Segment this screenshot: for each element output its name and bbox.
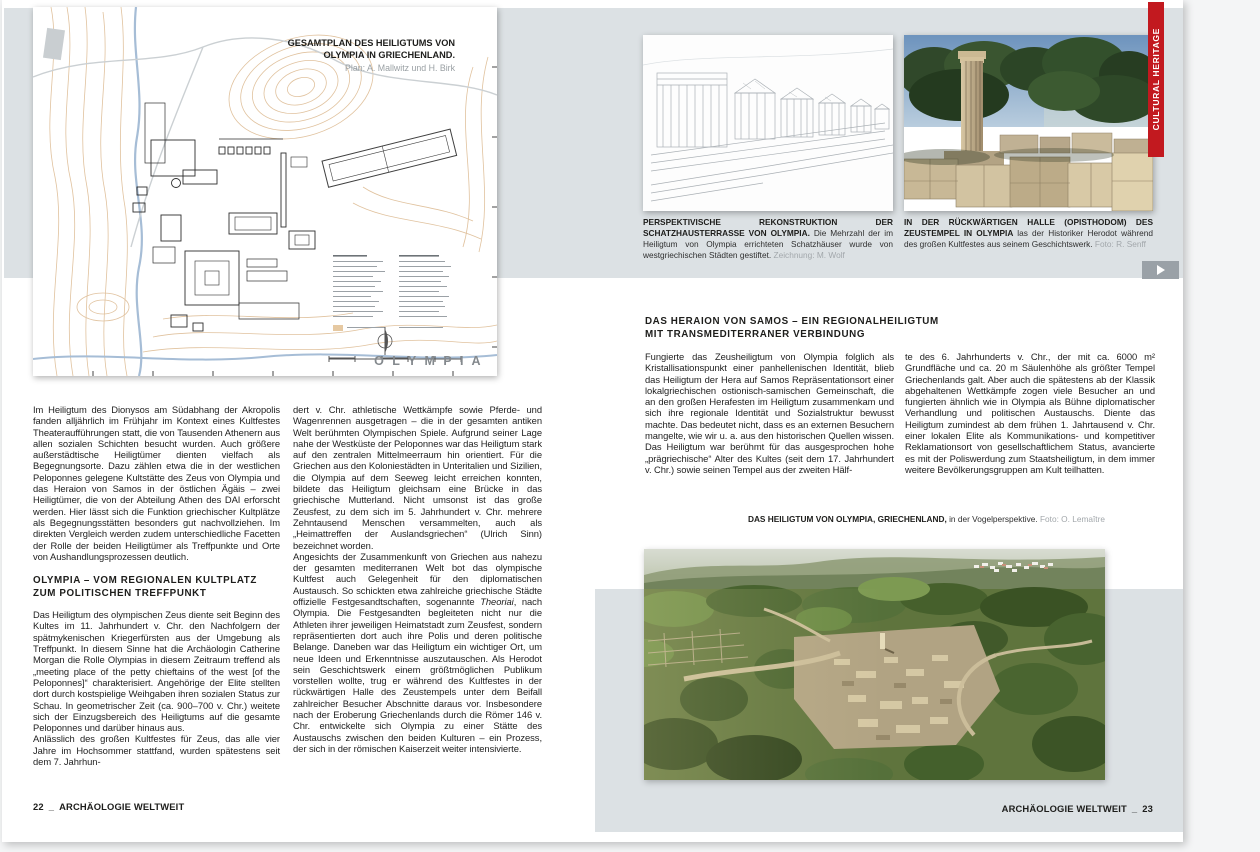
reconstruction-caption-text: Die Mehrzahl der im Heiligtum von Olympia errichteten Schatzhäuser wurde von westgriechischen Städten gestiftet. [643,227,893,260]
section-tab-label: CULTURAL HERITAGE [1151,28,1161,131]
right-page-column-2 [905,351,1155,475]
body-paragraph: Fungierte das Zeusheiligtum von Olympia folglich als Kristallisationspunkt einer panhellenischen Identität, blieb das Heiligtum der Hera auf Samos Repräsentationsort einer lokalgriechischen ostionisch-samischen Gemeinschaft, die an den großen Herafesten im Heiligtum zusammenkam und sich ihre regionale Identität und Sozialstruktur bewusst machte. Das bedeutet nicht, dass es an externen Besuchern mangelte, wie wir u. a. aus den historischen Quellen wissen. Das Heiligtum war berühmt für das ausgesprochen hohe „prägriechische“ Alter des Kultes (seit dem 17. Jahrhundert v. Chr.) sowie seinen Tempel aus der zweiten Hälf- [645,351,894,475]
right-page-column-1 [645,351,894,475]
aerial-figure [644,549,1105,780]
aerial-credit: Foto: O. Lemaître [1039,514,1105,524]
reconstruction-caption-bold: PERSPEKTIVISCHE REKONSTRUKTION DER SCHATZHAUSTERRASSE VON OLYMPIA. [643,217,893,238]
left-page-number: 22 [33,801,44,812]
body-paragraph: Angesichts der Zusammenkunft von Griechen aus nahezu der gesamten mediterranen Welt bot das olympische Kultfest auch Gelegenheit für den diplomatischen Austausch. So schickten etwa zahlreiche griechische Städte offizielle Festgesandtschaften, sogenannte Theoriai, nach Olympia. Die Festgesandten begleiteten nicht nur die Athleten ihrer jeweiligen Heimatstadt zum Zeusfest, sondern repräsentierten dort auch ihre Polis und deren politische Belange. Daneben war das Heiligtum ein wichtiger Ort, um neue Ideen und Erkenntnisse auszutauschen. Als Herodot sein Geschichtswerk einem größtmöglichen Publikum vorstellen wollte, trug er während des Kultfestes in der rückwärtigen Halle des Zeustempels unter dem Beifall zahlreicher Besucher Abschnitte daraus vor. Insbesondere nach der Eroberung Griechenlands durch die Römer 146 v. Chr. entwickelte sich Olympia zu einer Stätte des Austauschs zwischen den beiden Kulturen – ein Prozess, der sich in der römischen Kaiserzeit weiter intensivierte. [293,550,542,754]
right-footer-title: ARCHÄOLOGIE WELTWEIT [1001,803,1127,814]
temple-caption-text: las der Historiker Herodot während des großen Kultfestes aus seinem Geschichtswerk. [904,227,1153,249]
map-caption [215,37,455,74]
theoriai-italic: Theoriai [480,596,514,608]
right-footer: ARCHÄOLOGIE WELTWEIT _ 23 [1001,803,1153,814]
temple-credit: Foto: R. Senff [1094,238,1146,249]
map-caption-line2: OLYMPIA IN GRIECHENLAND. [323,50,455,60]
treasury-terrace-drawing [643,35,893,211]
temple-figure [904,35,1153,211]
left-page-column-1 [33,404,280,767]
next-page-button[interactable] [1142,261,1179,279]
olympia-aerial-photo [644,549,1105,780]
right-page-number: 23 [1142,803,1153,814]
body-paragraph: Anlässlich des großen Kultfestes für Zeus, das alle vier Jahre im Hochsommer stattfand, wurden spätestens seit dem 7. Jahrhun- [33,733,280,768]
map-figure [33,7,497,376]
temple-caption-bold: IN DER RÜCKWÄRTIGEN HALLE (OPISTHODOM) DES ZEUSTEMPEL IN OLYMPIA [904,217,1153,238]
reconstruction-credit: Zeichnung: M. Wolf [773,249,845,260]
magazine-spread [2,0,1183,842]
heraion-section-heading: DAS HERAION VON SAMOS – EIN REGIONALHEILIGTUM MIT TRANSMEDITERRANER VERBINDUNG [645,316,939,340]
intro-paragraph: Im Heiligtum des Dionysos am Südabhang der Akropolis fanden alljährlich im Frühjahr im Kontext eines Kultfestes Theateraufführungen statt, die von Tausenden Athenern aus allen sozialen Schichten besucht wurden. Auch größere außerstädtische Heiligtümer dienten vielfach als Begegnungsorte. Dazu zählen etwa die in der westlichen Peloponnes gelegene Kultstätte des Zeus von Olympia und das Heraion von Samos in der östlichen Ägäis – zwei Heiligtümer, die von der Abteilung Athen des DAI erforscht werden. Hier lässt sich die Funktion griechischer Kultplätze als Begegnungsstätten besonders gut nachvollziehen. Im direkten Vergleich werden zudem unterschiedliche Facetten der Rolle der beiden Heiligtümer als Treffpunkte und Orte von Aushandlungsprozessen deutlich. [33,404,280,562]
aerial-caption [645,514,1105,525]
body-paragraph: Das Heiligtum des olympischen Zeus diente seit Beginn des Kultes im 11. Jahrhundert v. Chr. den Nachfolgern der spätmykenischen Kriegerfürsten aus der Umgebung als Treffpunkt. In diesem Sinne hat die Archäologin Catherine Morgan die Rolle Olympias in diesem Zeitraum treffend als „meeting place of the petty chieftains of the west [of the Peloponnes]“ charakterisiert. Angehörige der Elite stellten dort durch kostspielige Weihgaben ihren sozialen Status zur Schau. In geometrischer Zeit (ca. 900–700 v. Chr.) weitete sich der Einzugsbereich des Heiligtums auf die gesamte Peloponnes und darüber hinaus aus. [33,609,280,734]
left-page-column-2 [293,404,542,754]
map-caption-line1: GESAMTPLAN DES HEILIGTUMS VON [287,38,455,48]
reconstruction-figure [643,35,893,211]
left-footer: 22 _ ARCHÄOLOGIE WELTWEIT [33,801,185,812]
aerial-caption-text: in der Vogelperspektive. [949,514,1040,524]
aerial-caption-bold: DAS HEILIGTUM VON OLYMPIA, GRIECHENLAND, [747,514,950,524]
arrow-right-icon [1157,265,1165,275]
body-paragraph: dert v. Chr. athletische Wettkämpfe sowie Pferde- und Wagenrennen ausgetragen – die in der gesamten antiken Welt berühmten Olympischen Spiele. Aufgrund seiner Lage nahe der Westküste der Peloponnes war das Heiligtum stark auf den zentralen Mittelmeerraum hin orientiert. Für die Griechen aus den Koloniestädten in Unteritalien und Sizilien, die Olympia auf dem Seeweg leicht erreichen konnten, bildete das Heiligtum gleichsam eine Brücke in das griechische Mutterland. Nicht umsonst ist das große Zeusfest, zu dem sich im 5. Jahrhundert v. Chr. mehrere Zehntausend Menschen versammelten, auch als „Heimattreffen der Auslandsgriechen“ (Ulrich Sinn) bezeichnet worden. [293,404,542,551]
reconstruction-caption [643,217,893,261]
left-footer-title: ARCHÄOLOGIE WELTWEIT [59,801,185,812]
zeus-temple-photo [904,35,1153,211]
map-credit: Plan: A. Mallwitz und H. Birk [345,63,455,73]
cultural-heritage-section-tab [1148,2,1164,157]
olympia-section-heading: OLYMPIA – VOM REGIONALEN KULTPLATZ ZUM POLITISCHEN TREFFPUNKT [33,575,257,600]
body-paragraph: te des 6. Jahrhunderts v. Chr., der mit ca. 6000 m² Grundfläche und ca. 20 m Säulenhöhe als größter Tempel Griechenlands galt. Aber auch die spätestens ab der Klassik abgehaltenen Wettkämpfe zogen viele Besucher an und fungierten ähnlich wie in Olympia als Bühne diplomatischer Verhandlung und politischen Austauschs. Diente das Heiligtum zumindest ab dem frühen 1. Jahrtausend v. Chr. einer lokalen Elite als Kommunikations- und kompetitiver Reklamationsort von gesellschaftlichem Status, avancierte es mit der Poliswerdung zum Staatsheiligtum, in dem immer weitere Bevölkerungsgruppen am Kult teilhatten. [905,351,1155,475]
map-site-label: O L Y M P I A [374,354,483,368]
temple-caption [904,217,1153,250]
